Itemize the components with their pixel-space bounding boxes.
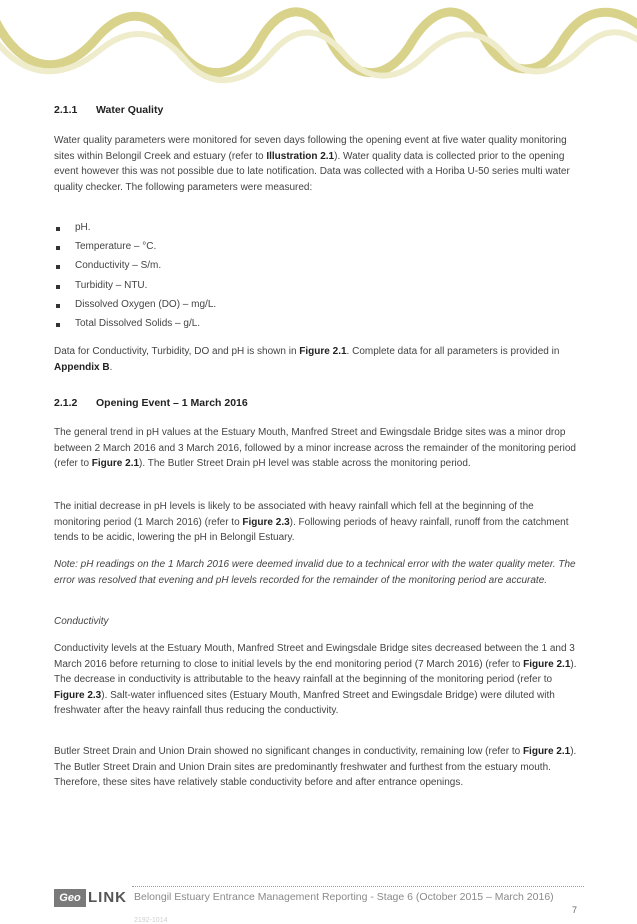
figure-reference: Figure 2.1 xyxy=(91,458,140,470)
text-run: Water quality parameters were monitored for seven days following the opening event at five water quality monitoring sites within Belongil Creek and estuary (refer to xyxy=(54,135,567,162)
text-run: . Complete data for all parameters is provided in xyxy=(346,346,560,357)
list-item-text: Temperature – °C. xyxy=(75,241,157,253)
paragraph-ph-trend xyxy=(54,425,582,472)
note-ph-readings: Note: pH readings on the 1 March 2016 were deemed invalid due to a technical error with the water quality meter. The error was resolved that evening and pH levels recorded for the remainder of the monitoring period are accurate. xyxy=(54,559,576,586)
subheading-conductivity: Conductivity xyxy=(54,616,109,627)
list-item xyxy=(54,318,354,337)
list-item xyxy=(54,299,354,318)
text-run: ). Salt-water influenced sites (Estuary Mouth, Manfred Street and Ewingsdale Bridge) were diluted with freshwater after the heavy rainfall thus reducing the conductivity. xyxy=(54,689,555,717)
figure-reference: Figure 2.1 xyxy=(523,658,571,670)
appendix-reference: Appendix B xyxy=(54,361,110,373)
figure-reference: Figure 2.3 xyxy=(242,516,290,528)
list-item xyxy=(54,260,354,279)
page-number: 7 xyxy=(572,905,578,915)
logo-geo: Geo xyxy=(54,889,86,907)
figure-reference: Figure 2.1 xyxy=(299,346,347,357)
footer-divider xyxy=(132,886,584,887)
header-wave-decoration xyxy=(0,0,637,95)
text-run: ). The decrease in conductivity is attributable to the heavy rainfall at the beginning of the monitoring period (refer to xyxy=(54,658,577,686)
text-run: The initial decrease in pH levels is likely to be associated with heavy rainfall which fell at the beginning of the monitoring period (1 March 2016) (refer to xyxy=(54,501,534,528)
bullet-icon xyxy=(56,246,60,250)
figure-reference: Figure 2.3 xyxy=(54,689,102,701)
list-item-text: Turbidity – NTU. xyxy=(75,279,148,291)
illustration-reference: Illustration 2.1 xyxy=(266,150,335,162)
section-title: Opening Event – 1 March 2016 xyxy=(96,397,248,409)
logo-link: LINK xyxy=(88,889,127,906)
section-heading-opening-event xyxy=(54,397,248,409)
list-item-text: Total Dissolved Solids – g/L. xyxy=(75,317,201,329)
text-run: Data for Conductivity, Turbidity, DO and pH is shown in xyxy=(54,346,300,357)
text-run: The general trend in pH values at the Estuary Mouth, Manfred Street and Ewingsdale Bridge sites was a minor drop between 2 March 2016 and 3 March 2016, followed by a minor increase across the remainder of the monitoring period (refer to xyxy=(54,427,576,470)
bullet-icon xyxy=(56,285,60,289)
text-run: ). The Butler Street Drain pH level was stable across the monitoring period. xyxy=(139,458,471,470)
text-run: ). Following periods of heavy rainfall, runoff from the catchment tends to be acidic, lowering the pH in Belongil Estuary. xyxy=(54,516,569,544)
footer-report-title: Belongil Estuary Entrance Management Reporting - Stage 6 (October 2015 – March 2016) xyxy=(134,891,554,903)
geolink-logo xyxy=(54,889,126,907)
figure-reference: Figure 2.1 xyxy=(522,746,571,757)
list-item-text: Conductivity – S/m. xyxy=(75,260,162,272)
list-item xyxy=(54,241,354,260)
list-item-text: Dissolved Oxygen (DO) – mg/L. xyxy=(75,298,217,310)
bullet-icon xyxy=(56,304,60,308)
bullet-icon xyxy=(56,265,60,269)
text-run: ). Water quality data is collected prior to the opening event however this was not possible due to late notification. Data was collected with a Horiba U-50 series multi water quality checker. The following parameters were measured: xyxy=(54,150,570,193)
footer-document-code: 2192-1014 xyxy=(134,917,168,924)
paragraph-ph-decrease xyxy=(54,499,582,546)
header-wave-line xyxy=(0,12,637,73)
paragraph-drain-conductivity xyxy=(54,744,582,791)
list-item-text: pH. xyxy=(75,222,91,233)
text-run: Butler Street Drain and Union Drain showed no significant changes in conductivity, remaining low (refer to xyxy=(54,746,523,757)
list-item xyxy=(54,222,354,241)
paragraph-conductivity-levels xyxy=(54,641,582,719)
section-title: Water Quality xyxy=(96,104,164,116)
page-footer xyxy=(54,886,584,924)
paragraph-data-reference xyxy=(54,344,582,375)
text-run: . xyxy=(109,361,113,373)
text-run: Conductivity levels at the Estuary Mouth, Manfred Street and Ewingsdale Bridge sites decreased between the 1 and 3 March 2016 before returning to close to initial levels by the end monitoring period (7 March 2016) (refer to xyxy=(54,643,575,670)
section-number: 2.1.1 xyxy=(54,104,78,116)
parameter-list xyxy=(54,222,354,337)
paragraph-water-quality-intro xyxy=(54,133,582,195)
bullet-icon xyxy=(56,323,60,327)
text-run: ). The Butler Street Drain and Union Drain sites are predominantly freshwater and furthest from the estuary mouth. Therefore, these sites have relatively stable conductivity before and after entrance openings. xyxy=(54,746,577,789)
bullet-icon xyxy=(56,227,60,231)
section-number: 2.1.2 xyxy=(54,397,78,409)
section-heading-water-quality xyxy=(54,104,163,116)
list-item xyxy=(54,280,354,299)
